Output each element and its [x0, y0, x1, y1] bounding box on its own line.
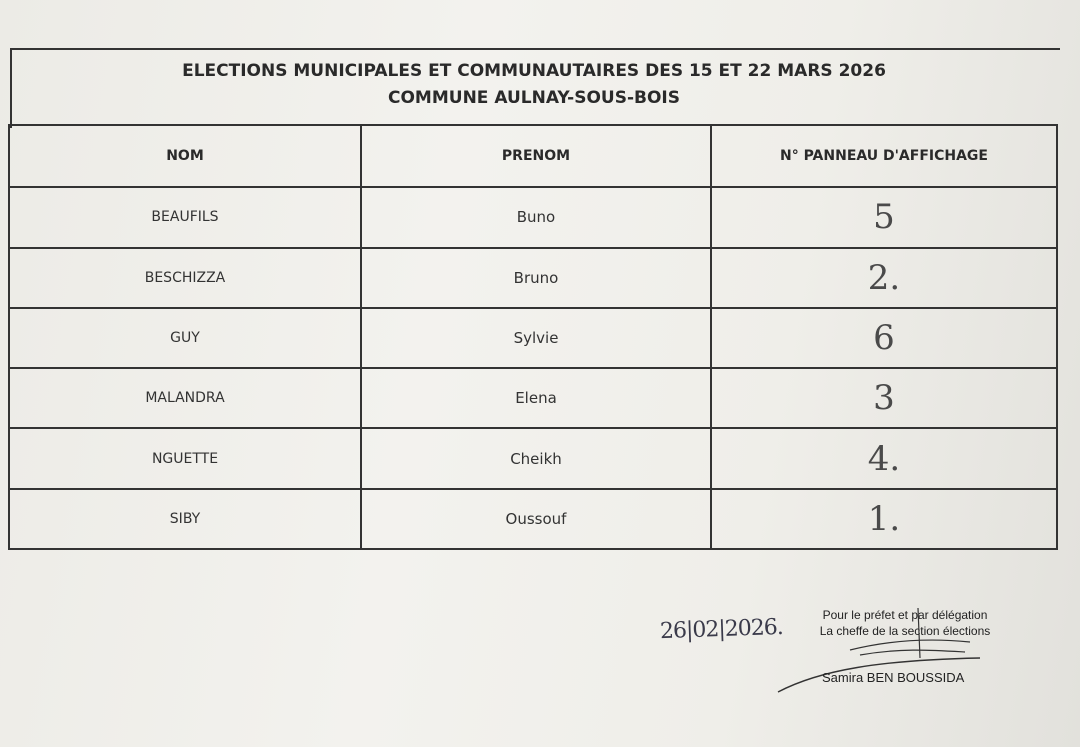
table-row	[9, 187, 1057, 247]
cell-prenom: Bruno	[361, 248, 711, 308]
cell-nom: SIBY	[9, 489, 361, 549]
table-row	[9, 368, 1057, 428]
table-row	[9, 308, 1057, 368]
header-nom: NOM	[9, 125, 361, 187]
title-line-2: COMMUNE AULNAY-SOUS-BOIS	[388, 88, 680, 108]
cell-panneau: 3	[711, 368, 1057, 428]
handwritten-signature	[760, 600, 1000, 700]
cell-prenom: Cheikh	[361, 428, 711, 488]
table-row	[9, 489, 1057, 549]
document-title	[10, 58, 1058, 112]
cell-panneau: 5	[711, 187, 1057, 247]
table-row	[9, 428, 1057, 488]
table-row	[9, 248, 1057, 308]
cell-panneau: 1.	[711, 489, 1057, 549]
handwritten-date: 26|02|2026.	[659, 614, 784, 645]
cell-panneau: 4.	[711, 428, 1057, 488]
table-header-row	[9, 125, 1057, 187]
cell-nom: BEAUFILS	[9, 187, 361, 247]
candidates-table	[8, 124, 1058, 550]
cell-nom: BESCHIZZA	[9, 248, 361, 308]
cell-prenom: Buno	[361, 187, 711, 247]
cell-prenom: Oussouf	[361, 489, 711, 549]
stamp-line-2: La cheffe de la section élections	[819, 624, 991, 638]
cell-nom: MALANDRA	[9, 368, 361, 428]
title-line-1: ELECTIONS MUNICIPALES ET COMMUNAUTAIRES DES 15 ET 22 MARS 2026	[182, 61, 886, 81]
cell-prenom: Elena	[361, 368, 711, 428]
cell-panneau: 6	[711, 308, 1057, 368]
cell-prenom: Sylvie	[361, 308, 711, 368]
cell-nom: NGUETTE	[9, 428, 361, 488]
signer-name: Samira BEN BOUSSIDA	[822, 670, 965, 685]
header-prenom: PRENOM	[361, 125, 711, 187]
cell-nom: GUY	[9, 308, 361, 368]
cell-panneau: 2.	[711, 248, 1057, 308]
stamp-line-1: Pour le préfet et par délégation	[822, 608, 988, 622]
header-panneau: N° PANNEAU D'AFFICHAGE	[711, 125, 1057, 187]
